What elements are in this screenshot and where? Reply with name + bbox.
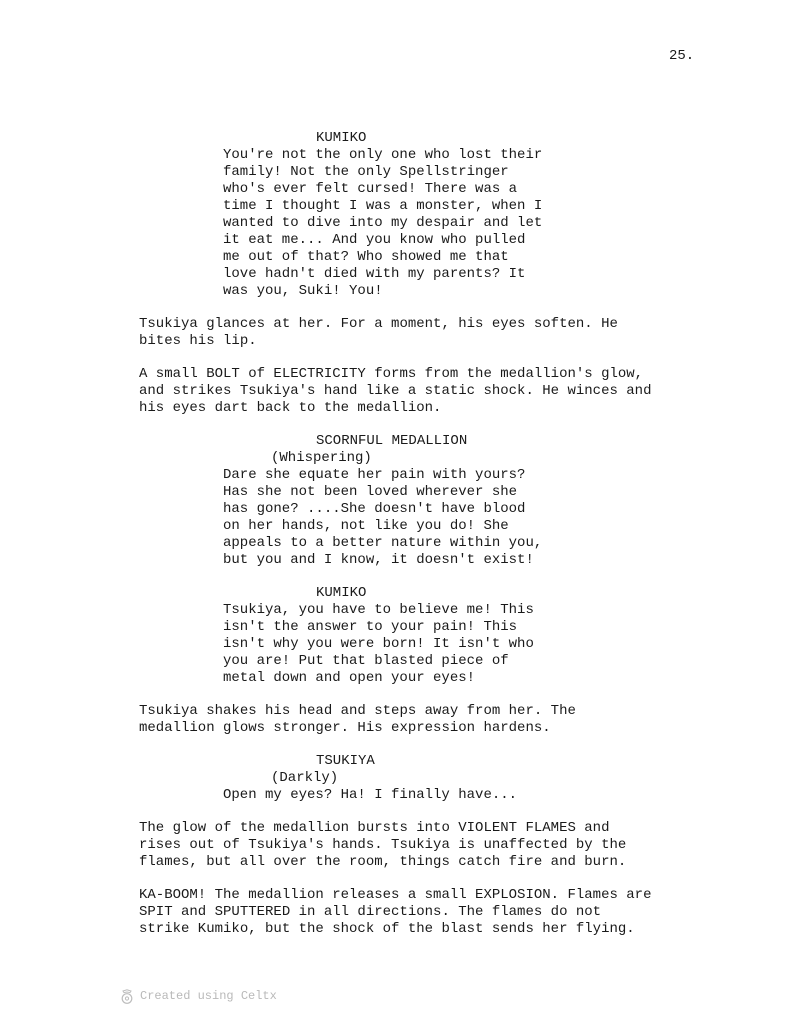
action-line: and strikes Tsukiya's hand like a static shock. He winces and bbox=[139, 383, 652, 399]
dialogue-line: it eat me... And you know who pulled bbox=[223, 232, 526, 248]
dialogue-line: metal down and open your eyes! bbox=[223, 670, 476, 686]
footer-watermark bbox=[120, 988, 277, 1005]
dialogue-line: You're not the only one who lost their bbox=[223, 147, 543, 163]
character-name: KUMIKO bbox=[316, 130, 367, 146]
dialogue-line: on her hands, not like you do! She bbox=[223, 518, 509, 534]
dialogue-line: Open my eyes? Ha! I finally have... bbox=[223, 787, 518, 803]
dialogue-line: you are! Put that blasted piece of bbox=[223, 653, 509, 669]
dialogue-line: isn't why you were born! It isn't who bbox=[223, 636, 534, 652]
action-line: rises out of Tsukiya's hands. Tsukiya is unaffected by the bbox=[139, 837, 627, 853]
parenthetical-line: (Whispering) bbox=[271, 450, 372, 466]
action-paragraph bbox=[139, 703, 576, 737]
character-cue-tsukiya bbox=[316, 753, 375, 770]
action-line: A small BOLT of ELECTRICITY forms from the medallion's glow, bbox=[139, 366, 644, 382]
dialogue-line: has gone? ....She doesn't have blood bbox=[223, 501, 526, 517]
parenthetical-line: (Darkly) bbox=[271, 770, 339, 786]
dialogue-line: Has she not been loved wherever she bbox=[223, 484, 518, 500]
dialogue-line: who's ever felt cursed! There was a bbox=[223, 181, 518, 197]
dialogue-line: but you and I know, it doesn't exist! bbox=[223, 552, 534, 568]
action-line: Tsukiya shakes his head and steps away from her. The bbox=[139, 703, 576, 719]
dialogue-line: wanted to dive into my despair and let bbox=[223, 215, 543, 231]
dialogue-kumiko-2 bbox=[223, 602, 534, 687]
celtx-logo-icon bbox=[120, 989, 134, 1005]
dialogue-line: me out of that? Who showed me that bbox=[223, 249, 509, 265]
dialogue-line: Dare she equate her pain with yours? bbox=[223, 467, 526, 483]
action-line: strike Kumiko, but the shock of the blast sends her flying. bbox=[139, 921, 635, 937]
dialogue-line: time I thought I was a monster, when I bbox=[223, 198, 543, 214]
action-line: The glow of the medallion bursts into VIOLENT FLAMES and bbox=[139, 820, 610, 836]
dialogue-line: was you, Suki! You! bbox=[223, 283, 383, 299]
dialogue-kumiko-1 bbox=[223, 147, 542, 300]
action-line: medallion glows stronger. His expression hardens. bbox=[139, 720, 551, 736]
dialogue-line: family! Not the only Spellstringer bbox=[223, 164, 509, 180]
dialogue-tsukiya bbox=[223, 787, 517, 804]
action-line: Tsukiya glances at her. For a moment, his eyes soften. He bbox=[139, 316, 618, 332]
action-line: SPIT and SPUTTERED in all directions. The flames do not bbox=[139, 904, 602, 920]
character-cue-kumiko bbox=[316, 585, 366, 602]
parenthetical bbox=[271, 450, 372, 467]
action-paragraph bbox=[139, 820, 626, 871]
dialogue-line: isn't the answer to your pain! This bbox=[223, 619, 518, 635]
action-line: flames, but all over the room, things catch fire and burn. bbox=[139, 854, 627, 870]
action-line: KA-BOOM! The medallion releases a small EXPLOSION. Flames are bbox=[139, 887, 652, 903]
dialogue-line: love hadn't died with my parents? It bbox=[223, 266, 526, 282]
parenthetical bbox=[271, 770, 338, 787]
action-paragraph bbox=[139, 887, 651, 938]
footer-text: Created using Celtx bbox=[140, 989, 277, 1003]
character-name: KUMIKO bbox=[316, 585, 367, 601]
dialogue-line: Tsukiya, you have to believe me! This bbox=[223, 602, 534, 618]
page-number: 25. bbox=[669, 48, 695, 64]
character-name: TSUKIYA bbox=[316, 753, 375, 769]
action-paragraph bbox=[139, 316, 618, 350]
character-cue-medallion bbox=[316, 433, 467, 450]
character-name: SCORNFUL MEDALLION bbox=[316, 433, 468, 449]
action-line: bites his lip. bbox=[139, 333, 257, 349]
character-cue-kumiko bbox=[316, 130, 366, 147]
action-paragraph bbox=[139, 366, 651, 417]
dialogue-line: appeals to a better nature within you, bbox=[223, 535, 543, 551]
action-line: his eyes dart back to the medallion. bbox=[139, 400, 442, 416]
dialogue-medallion bbox=[223, 467, 542, 569]
